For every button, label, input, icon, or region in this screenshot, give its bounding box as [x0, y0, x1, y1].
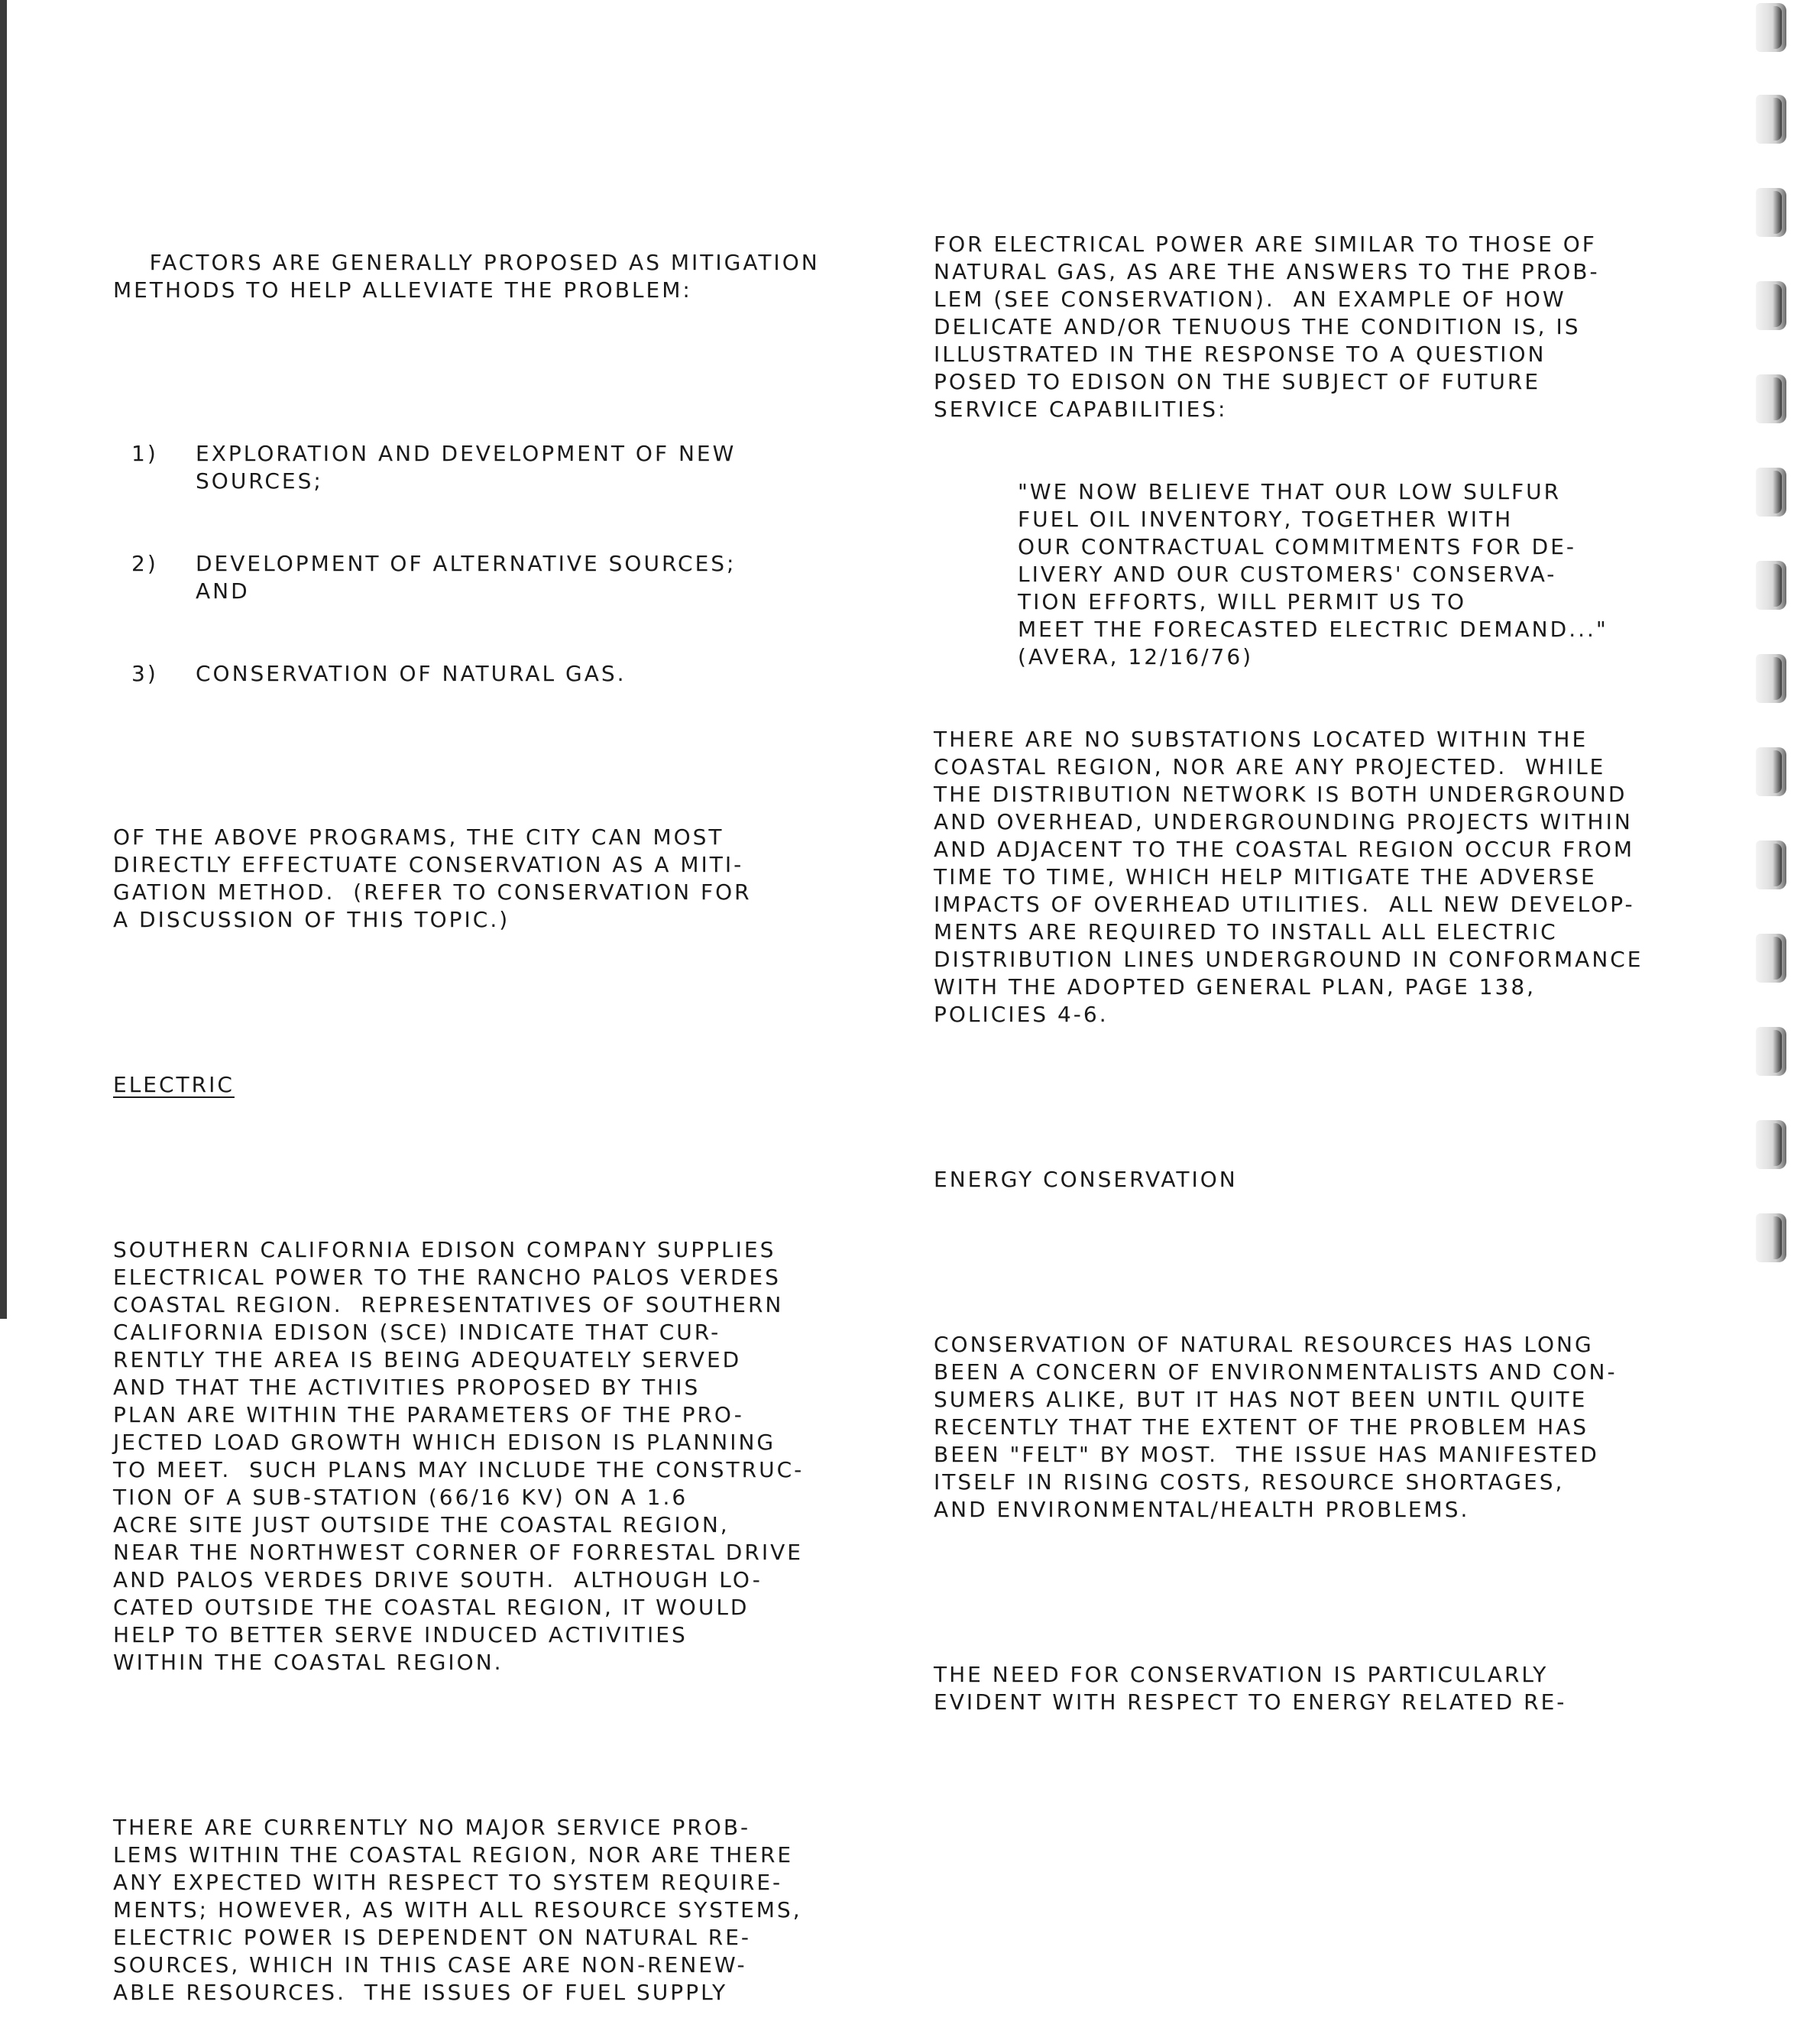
list-item: 2) DEVELOPMENT OF ALTERNATIVE SOURCES; AND	[131, 551, 737, 604]
need-for-conservation-paragraph: THE NEED FOR CONSERVATION IS PARTICULARLY EVIDENT WITH RESPECT TO ENERGY RELATED RE-	[934, 1662, 1567, 1715]
substations-paragraph: THERE ARE NO SUBSTATIONS LOCATED WITHIN THE COASTAL REGION, NOR ARE ANY PROJECTED. WHILE THE DISTRIBUTION NETWORK IS BOTH UNDERGROUND AND OVERHEAD, UNDERGROUNDING PROJECTS WITHIN AND ADJACENT TO THE COASTAL REGION OCCUR FROM TIME TO TIME, WHICH HELP MITIGATE THE ADVERSE IMPACTS OF OVERHEAD UTILITIES. ALL NEW DEVELOP- MENTS ARE REQUIRED TO INSTALL ALL ELECTRIC DISTRIBUTION LINES UNDERGROUND IN CONFORMANCE WITH THE ADOPTED GENERAL PLAN, PAGE 138, POLICIES 4-6.	[934, 727, 1644, 1027]
binder-ring-icon	[1756, 934, 1786, 983]
list-item: 1) EXPLORATION AND DEVELOPMENT OF NEW SOURCES;	[131, 441, 737, 494]
section-heading-electric: ELECTRIC	[113, 1072, 235, 1097]
binder-ring-icon	[1756, 188, 1786, 237]
service-problems-paragraph: THERE ARE CURRENTLY NO MAJOR SERVICE PROB- LEMS WITHIN THE COASTAL REGION, NOR ARE THERE ANY EXPECTED WITH RESPECT TO SYSTEM REQUIRE- MENTS; HOWEVER, AS WITH ALL RESOURCE SYSTEMS, ELECTRIC POWER IS DEPENDENT ON NATURAL RE- SOURCES, WHICH IN THIS CASE ARE NON-RENEW- ABLE RESOURCES. THE ISSUES OF FUEL SUPPLY	[113, 1815, 802, 2005]
binder-ring-icon	[1756, 468, 1786, 517]
conservation-paragraph: CONSERVATION OF NATURAL RESOURCES HAS LONG BEEN A CONCERN OF ENVIRONMENTALISTS AND CON- SUMERS ALIKE, BUT IT HAS NOT BEEN UNTIL QUITE RECENTLY THAT THE EXTENT OF THE PROBLEM HAS BEEN "FELT" BY MOST. THE ISSUE HAS MANIFESTED ITSELF IN RISING COSTS, RESOURCE SHORTAGES, AND ENVIRONMENTAL/HEALTH PROBLEMS.	[934, 1332, 1618, 1522]
binder-ring-icon	[1756, 281, 1786, 330]
edison-paragraph: SOUTHERN CALIFORNIA EDISON COMPANY SUPPLIES ELECTRICAL POWER TO THE RANCHO PALOS VERDES COASTAL REGION. REPRESENTATIVES OF SOUTHERN CALIFORNIA EDISON (SCE) INDICATE THAT CUR- RENTLY THE AREA IS BEING ADEQUATELY SERVED AND THAT THE ACTIVITIES PROPOSED BY THIS PLAN ARE WITHIN THE PARAMETERS OF THE PRO- JECTED LOAD GROWTH WHICH EDISON IS PLANNING TO MEET. SUCH PLANS MAY INCLUDE THE CONSTRUC- TION OF A SUB-STATION (66/16 KV) ON A 1.6 ACRE SITE JUST OUTSIDE THE COASTAL REGION, NEAR THE NORTHWEST CORNER OF FORRESTAL DRIVE AND PALOS VERDES DRIVE SOUTH. ALTHOUGH LO- CATED OUTSIDE THE COASTAL REGION, IT WOULD HELP TO BETTER SERVE INDUCED ACTIVITIES WITHIN THE COASTAL REGION.	[113, 1237, 805, 1675]
binder-ring-icon	[1756, 374, 1786, 423]
left-column	[113, 167, 820, 2034]
right-column	[934, 176, 1644, 1744]
edison-quote: "WE NOW BELIEVE THAT OUR LOW SULFUR FUEL OIL INVENTORY, TOGETHER WITH OUR CONTRACTUAL COMMITMENTS FOR DE- LIVERY AND OUR CUSTOMERS' CONSERVA- TION EFFORTS, WILL PERMIT US TO MEET THE FORECASTED ELECTRIC DEMAND..." (AVERA, 12/16/76)	[1018, 479, 1608, 669]
binder-ring-icon	[1756, 654, 1786, 703]
section-heading-energy-conservation: ENERGY CONSERVATION	[934, 1167, 1238, 1192]
binder-ring-icon	[1756, 95, 1786, 144]
mitigation-list	[113, 385, 820, 743]
binder-ring-icon	[1756, 1213, 1786, 1262]
binder-ring-icon	[1756, 3, 1786, 52]
binder-ring-icon	[1756, 561, 1786, 610]
binder-ring-icon	[1756, 840, 1786, 889]
binder-ring-icon	[1756, 1027, 1786, 1076]
list-item: 3) CONSERVATION OF NATURAL GAS.	[131, 661, 627, 686]
programs-paragraph: OF THE ABOVE PROGRAMS, THE CITY CAN MOST DIRECTLY EFFECTUATE CONSERVATION AS A MITI- GATION METHOD. (REFER TO CONSERVATION FOR A DISCUSSION OF THIS TOPIC.)	[113, 824, 752, 932]
binder-ring-icon	[1756, 747, 1786, 796]
page-edge-shadow	[0, 0, 7, 1319]
intro-paragraph: FACTORS ARE GENERALLY PROPOSED AS MITIGATION METHODS TO HELP ALLEVIATE THE PROBLEM:	[113, 250, 820, 303]
fuel-supply-paragraph: FOR ELECTRICAL POWER ARE SIMILAR TO THOSE OF NATURAL GAS, AS ARE THE ANSWERS TO THE PROB- LEM (SEE CONSERVATION). AN EXAMPLE OF HOW DELICATE AND/OR TENUOUS THE CONDITION IS, IS ILLUSTRATED IN THE RESPONSE TO A QUESTION POSED TO EDISON ON THE SUBJECT OF FUTURE SERVICE CAPABILITIES:	[934, 232, 1600, 422]
binder-ring-icon	[1756, 1120, 1786, 1169]
